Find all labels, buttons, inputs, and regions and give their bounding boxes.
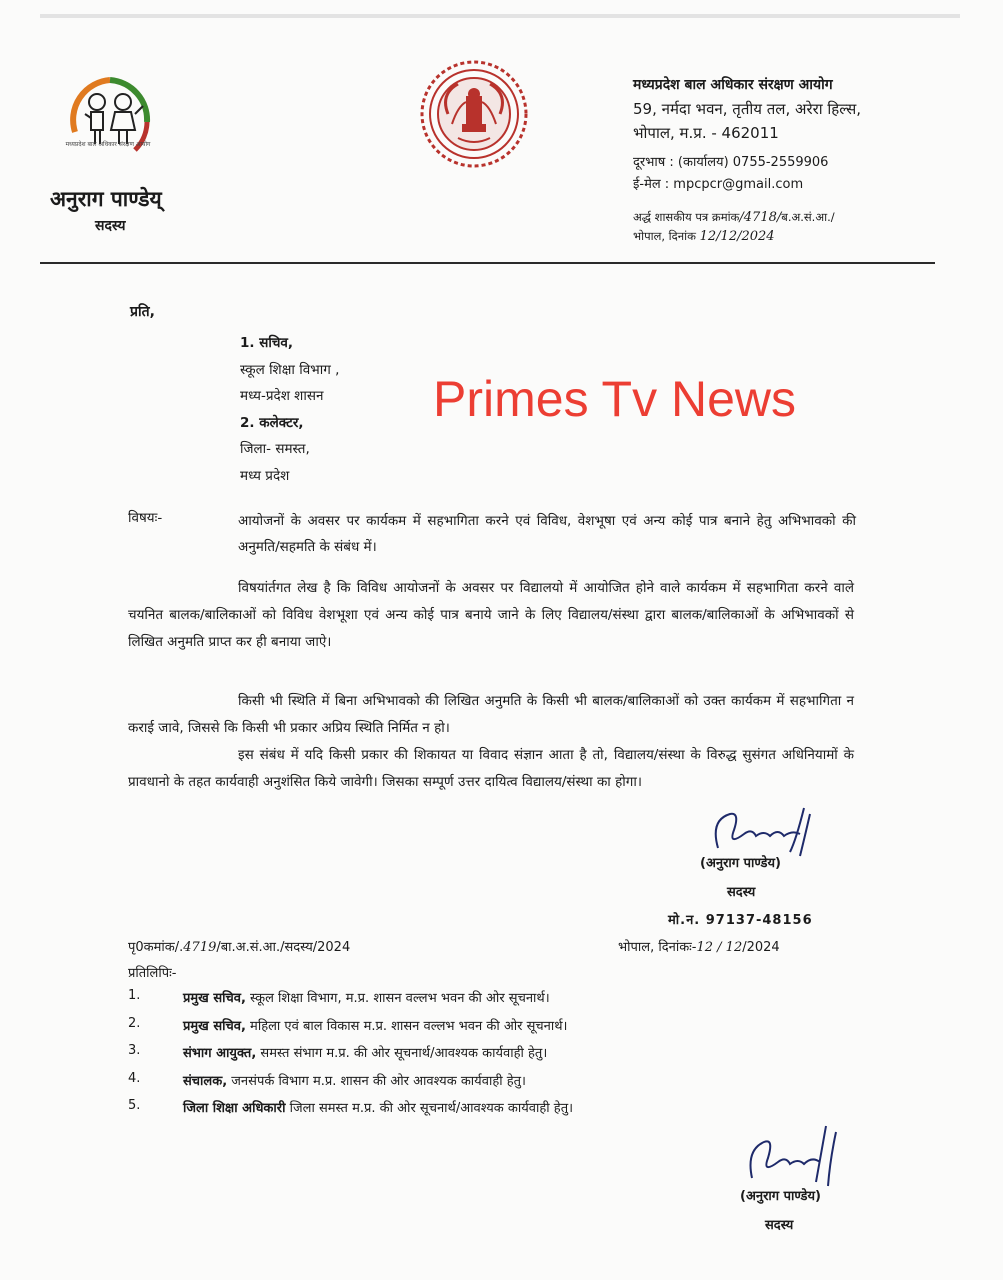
address-line-2: भोपाल, म.प्र. - 462011: [633, 124, 779, 142]
copy-to-text: जनसंपर्क विभाग म.प्र. शासन की ओर आवश्यक कार्यवाही हेतु।: [227, 1073, 526, 1089]
logo-caption: मध्यप्रदेश बाल अधिकार संरक्षण आयोग: [65, 141, 151, 148]
endorsement-date-year: /2024: [742, 940, 780, 955]
phone: दूरभाष : (कार्यालय) 0755-2559906: [633, 155, 829, 170]
endorsement-ref-prefix: पृ0कमांक/.: [128, 940, 184, 955]
copy-to-role: जिला शिक्षा अधिकारी: [183, 1101, 286, 1116]
copy-to-role: संभाग आयुक्त,: [183, 1046, 257, 1061]
date-value: 12/12/2024: [699, 229, 775, 244]
copy-to-text: महिला एवं बाल विकास म.प्र. शासन वल्लभ भवन की ओर सूचनार्थ।: [245, 1018, 568, 1034]
copy-to-role: संचालक,: [183, 1073, 228, 1089]
signatory-title: सदस्य: [727, 885, 756, 900]
news-watermark: Primes Tv News: [433, 371, 797, 427]
body-paragraph-3: इस संबंध में यदि किसी प्रकार की शिकायत या विवाद संज्ञान आता है तो, विद्यालय/संस्था के विरुद्ध सुसंगत अधिनियामों के प्रावधानो के तहत कार्यवाही अनुशंसित किये जावेगी। जिसका सम्पूर्ण उत्तर दायित्व विद्यालय/संस्था का होगा।: [128, 747, 854, 790]
copy-to-number: 4.: [128, 1070, 141, 1086]
copy-to-item: [128, 1071, 888, 1099]
endorsement-ref: [128, 937, 350, 955]
copy-to-item: [128, 1016, 888, 1044]
member-title: सदस्य: [95, 218, 126, 234]
ref-number: /4718/: [739, 210, 782, 225]
subject-text: आयोजनों के अवसर पर कार्यकम में सहभागिता करने एवं विविध, वेशभूषा एवं अन्य कोई पात्र बनाने हेतु अभिभावको की अनुमति/सहमति के संबंध में।: [238, 513, 856, 555]
body-paragraph-1: विषयांर्तगत लेख है कि विविध आयोजनों के अवसर पर विद्यालयो में आयोजित होने वाले कार्यकम में सहभागिता करने वाले चयनित बालक/बालिकाओं को विविध वेशभूशा एवं अन्य कोई पात्र बनाये जाने के लिए विद्यालय/संस्था द्वारा बालक/बालिकाओं के अभिभावकों से लिखित अनुमति प्राप्त कर ही बनाया जाऐ।: [128, 580, 854, 650]
address-line-1: 59, नर्मदा भवन, तृतीय तल, अरेरा हिल्स,: [633, 100, 862, 118]
copy-to-item: [128, 1043, 888, 1071]
date-line: [633, 227, 835, 246]
copy-to-role: प्रमुख सचिव,: [183, 991, 246, 1006]
to-label: प्रति,: [130, 304, 155, 320]
recipient-line: मध्य-प्रदेश शासन: [240, 388, 324, 404]
endorsement-date-label: भोपाल, दिनांकः-: [618, 940, 697, 955]
copy-to-number: 3.: [128, 1043, 141, 1058]
contact-block: [633, 152, 828, 196]
recipient-line: जिला- समस्त,: [240, 441, 310, 457]
state-emblem-icon: [418, 58, 530, 170]
recipient-line: मध्य प्रदेश: [240, 467, 290, 484]
commission-logo: [55, 62, 165, 172]
ref-suffix: ब.अ.सं.आ./: [781, 210, 835, 224]
email: ई-मेल : mpcpcr@gmail.com: [633, 177, 804, 192]
reference-block: [633, 208, 835, 246]
signatory-name: (अनुराग पाण्डेय): [700, 856, 781, 871]
org-block: [633, 73, 861, 145]
copy-to-item: [128, 988, 888, 1016]
copy-to-text: जिला समस्त म.प्र. की ओर सूचनार्थ/आवश्यक कार्यवाही हेतु।: [285, 1101, 574, 1116]
header-divider: [40, 262, 935, 264]
member-name: अनुराग पाण्डेय्: [50, 187, 162, 211]
recipient-line: 1. सचिव,: [240, 335, 294, 351]
copy-to-role: प्रमुख सचिव,: [183, 1018, 246, 1034]
copy-to-text: समस्त संभाग म.प्र. की ओर सूचनार्थ/आवश्यक कार्यवाही हेतु।: [256, 1046, 548, 1061]
copy-to-list: [128, 988, 888, 1126]
copy-to-number: 1.: [128, 988, 141, 1003]
signatory-name: (अनुराग पाण्डेय): [740, 1189, 821, 1204]
recipient-line: 2. कलेक्टर,: [240, 414, 304, 431]
signatory-title: सदस्य: [765, 1218, 794, 1233]
recipient-line: स्कूल शिक्षा विभाग ,: [240, 361, 340, 378]
subject-label: विषयः-: [128, 510, 163, 526]
copy-to-label: प्रतिलिपिः-: [128, 966, 177, 981]
recipient-address: [240, 330, 339, 489]
endorsement-ref-number: 4719: [183, 940, 217, 955]
body-paragraph-2: किसी भी स्थिति में बिना अभिभावको की लिखित अनुमति के किसी भी बालक/बालिकाओं को उक्त कार्यकम में सहभागिता न कराई जावे, जिससे कि किसी भी प्रकार अप्रिय स्थिति निर्मित न हो।: [128, 693, 854, 736]
reference-line: [633, 208, 835, 227]
copy-to-number: 2.: [128, 1015, 141, 1031]
top-edge: [40, 14, 960, 18]
ref-label: अर्द्ध शासकीय पत्र क्रमांक: [633, 210, 740, 224]
endorsement-date: [618, 937, 780, 955]
date-label: भोपाल, दिनांक: [633, 229, 696, 243]
signature-2: [742, 1120, 852, 1192]
mobile-number: मो.न. 97137-48156: [668, 913, 813, 928]
copy-to-number: 5.: [128, 1098, 141, 1113]
org-name: मध्यप्रदेश बाल अधिकार संरक्षण आयोग: [633, 77, 833, 93]
endorsement-date-value: 12 / 12: [696, 940, 743, 955]
copy-to-text: स्कूल शिक्षा विभाग, म.प्र. शासन वल्लभ भवन की ओर सूचनार्थ।: [245, 991, 550, 1006]
endorsement-ref-suffix: /बा.अ.सं.आ./सदस्य/2024: [216, 940, 351, 955]
